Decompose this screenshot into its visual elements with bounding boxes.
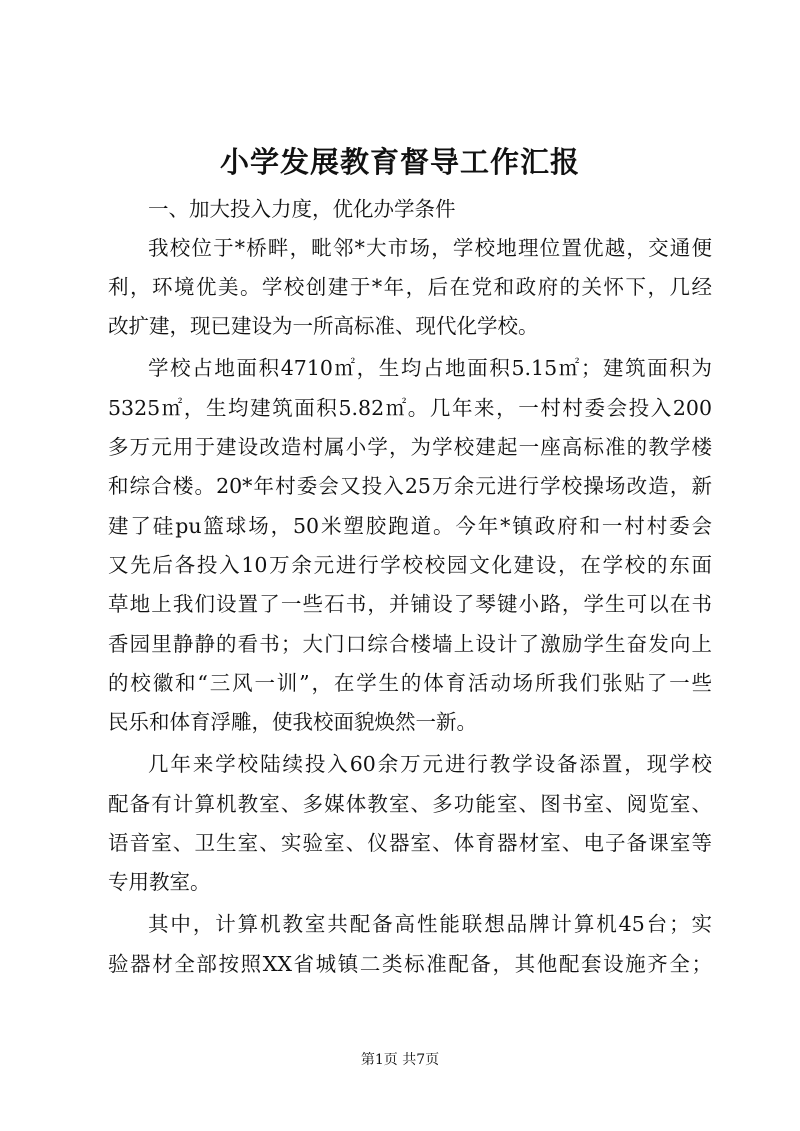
paragraph-line: 又先后各投入10万余元进行学校校园文化建设，在学校的东面: [108, 553, 712, 577]
section-heading: 一、加大投入力度，优化办学条件: [148, 197, 456, 221]
paragraph-line: 5325㎡，生均建筑面积5.82㎡。几年来，一村村委会投入200: [108, 396, 712, 420]
paragraph-line: 的校徽和“三风一训”，在学生的体育活动场所我们张贴了一些: [108, 671, 712, 695]
paragraph-line: 几年来学校陆续投入60余万元进行教学设备添置，现学校: [148, 752, 712, 776]
paragraph-line: 和综合楼。20*年村委会又投入25万余元进行学校操场改造，新: [108, 474, 712, 498]
paragraph-line: 改扩建，现已建设为一所高标准、现代化学校。: [108, 314, 539, 338]
paragraph-line: 其中，计算机教室共配备高性能联想品牌计算机45台；实: [148, 912, 712, 936]
paragraph-line: 语音室、卫生室、实验室、仪器室、体育器材室、电子备课室等: [108, 831, 712, 855]
page-number: 第1页 共7页: [360, 1052, 440, 1068]
paragraph-line: 利，环境优美。学校创建于*年，后在党和政府的关怀下，几经: [108, 275, 712, 299]
paragraph-line: 学校占地面积4710㎡，生均占地面积5.15㎡；建筑面积为: [148, 356, 712, 380]
paragraph-line: 多万元用于建设改造村属小学，为学校建起一座高标准的教学楼: [108, 435, 712, 459]
paragraph-line: 验器材全部按照XX省城镇二类标准配备，其他配套设施齐全；: [108, 952, 712, 976]
paragraph-line: 建了硅pu篮球场，50米塑胶跑道。今年*镇政府和一村村委会: [108, 514, 712, 538]
paragraph-line: 专用教室。: [108, 870, 211, 894]
paragraph-line: 民乐和体育浮雕，使我校面貌焕然一新。: [108, 710, 477, 734]
paragraph-line: 配备有计算机教室、多媒体教室、多功能室、图书室、阅览室、: [108, 792, 712, 816]
document-title: 小学发展教育督导工作汇报: [219, 145, 580, 179]
paragraph-line: 我校位于*桥畔，毗邻*大市场，学校地理位置优越，交通便: [148, 236, 712, 260]
paragraph-line: 草地上我们设置了一些石书，并铺设了琴键小路，学生可以在书: [108, 592, 712, 616]
paragraph-line: 香园里静静的看书；大门口综合楼墙上设计了激励学生奋发向上: [108, 632, 712, 656]
